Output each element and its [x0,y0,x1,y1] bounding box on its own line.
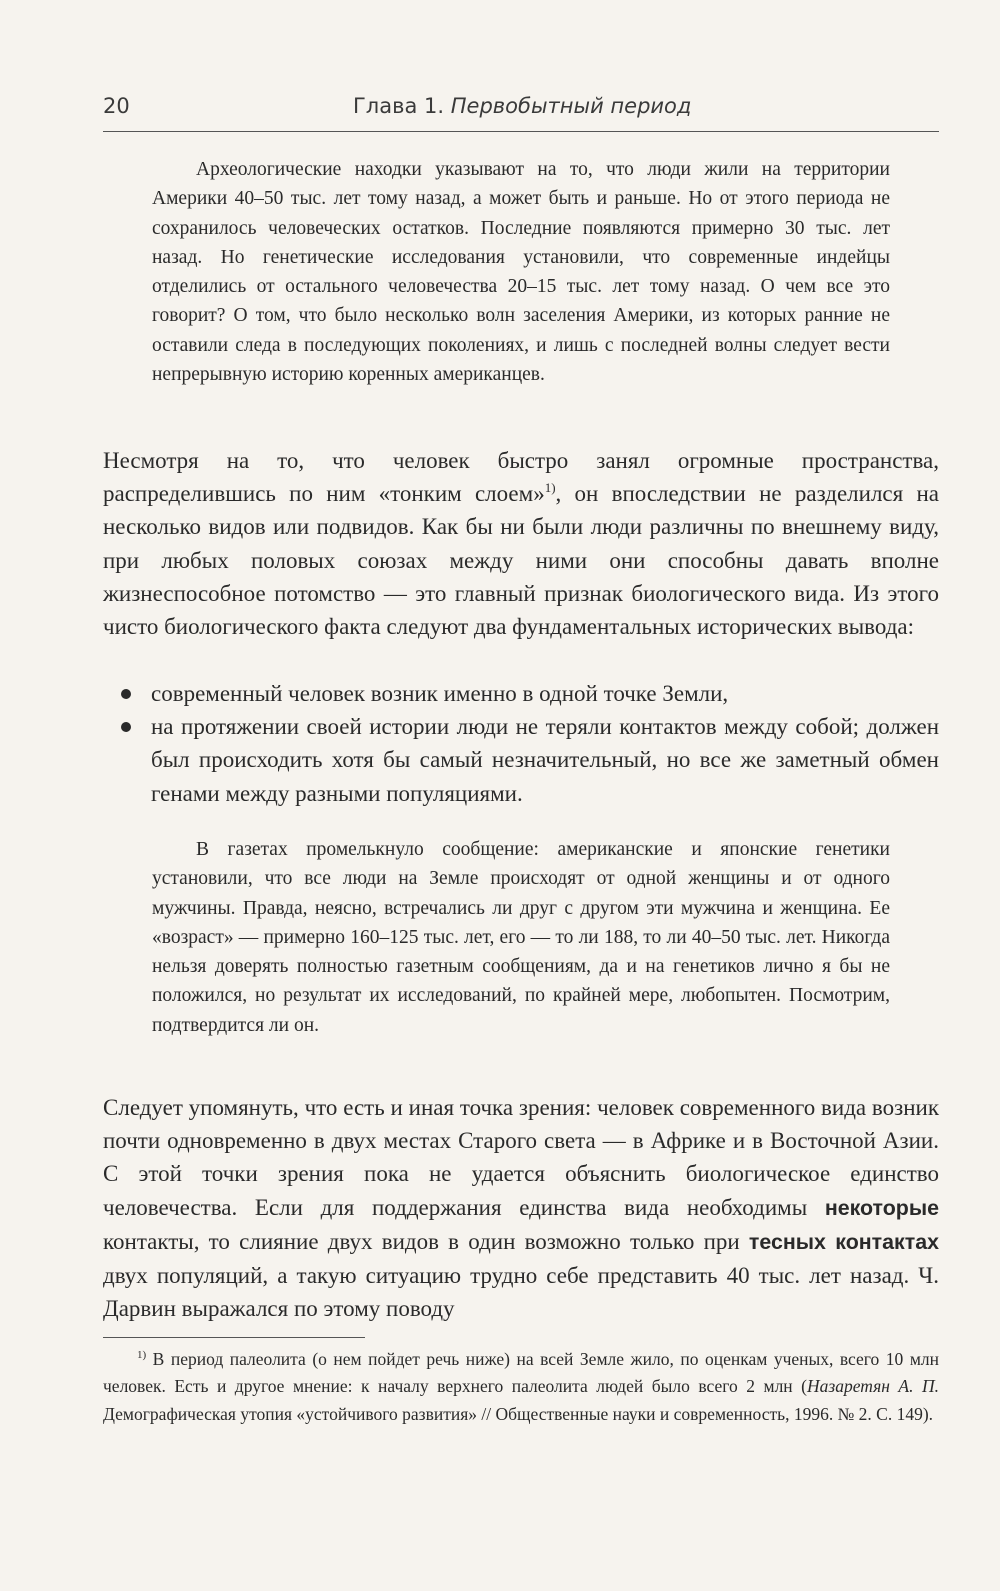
footnote-ref: 1) [544,480,556,496]
bold-term: некоторые [824,1195,939,1220]
aside-block-2 [152,835,890,1040]
para-text: Несмотря на то, что человек быстро занял огромные пространства, распределившись по ним «тонким слоем» [103,448,939,507]
footnote-author: Назаретян А. П. [807,1376,939,1397]
aside-paragraph: Археологические находки указывают на то, что люди жили на территории Америки 40–50 тыс. лет тому назад, а может быть и раньше. Но от этого периода не сохранилось человеческих остатков. Последние появляются примерно 30 тыс. лет назад. Но генетические исследования установили, что современные индейцы отделились от остального человечества 20–15 тыс. лет тому назад. О чем все это говорит? О том, что было несколько волн заселения Америки, из которых ранние не оставили следа в последующих поколениях, и лишь с последней волны следует вести непрерывную историю коренных американцев. [152,159,890,386]
chapter-heading [353,94,691,118]
running-header [103,94,939,130]
aside-block-1 [152,155,890,389]
page-number: 20 [103,94,130,118]
list-item [103,710,939,810]
para-text: двух популяций, а такую ситуацию трудно себе представить 40 тыс. лет назад. Ч. Дарвин выражался по этому поводу [103,1263,939,1322]
header-rule [103,131,939,132]
aside-paragraph: В газетах промелькнуло сообщение: американские и японские генетики установили, что все люди на Земле происходят от одной женщины и от одного мужчины. Правда, неясно, встречались ли друг с другом эти мужчина и женщина. Ее «возраст» — примерно 160–125 тыс. лет, его — то ли 188, то ли 40–50 тыс. лет. Никогда нельзя доверять полностью газетным сообщениям, да и на генетиков лично я бы не положился, но результат их исследований, по крайней мере, любопытен. Посмотрим, подтвердится ли он. [152,839,890,1036]
main-paragraph-2 [103,1091,939,1325]
bullet-dot [121,722,131,732]
bullet-dot [121,689,131,699]
footnote-text [103,1346,939,1428]
footnote-mark: 1) [137,1349,147,1361]
list-item-text: современный человек возник именно в одной точке Земли, [151,681,729,706]
main-paragraph-1 [103,444,939,643]
list-item-text: на протяжении своей истории люди не теряли контактов между собой; должен был происходить хотя бы самый незначительный, но все же заметный обмен генами между разными популяциями. [151,714,939,806]
footnote-text-part: Демографическая утопия «устойчивого развития» // Общественные науки и современность, 1996. № 2. С. 149). [103,1403,934,1424]
chapter-title: Первобытный период [450,94,692,118]
footnote-text-part: В период палеолита (о нем пойдет речь ниже) на всей Земле жило, по оценкам ученых, всего 10 млн человек. Есть и другое мнение: к началу верхнего палеолита людей было всего 2 млн ( [103,1349,939,1397]
bold-term: тесных контактах [748,1229,939,1254]
footnote-rule [103,1337,365,1338]
bullet-list [103,677,939,810]
para-text: контакты, то слияние двух видов в один возможно только при [103,1228,749,1254]
footnote [103,1346,939,1428]
list-item [103,677,939,710]
chapter-label: Глава 1. [353,94,445,118]
para-text: Следует упомянуть, что есть и иная точка зрения: человек современного вида возник почти одновременно в двух местах Старого света — в Африке и в Восточной Азии. С этой точки зрения пока не удается объяснить биологическое единство человечества. Если для поддержания единства вида необходимы [103,1095,939,1220]
para-text: , он впоследствии не разделился на несколько видов или подвидов. Как бы ни были люди различны по внешнему виду, при любых половых союзах между ними они способны давать вполне жизнеспособное потомство — это главный признак биологического вида. Из этого чисто биологического факта следуют два фундаментальных исторических вывода: [103,481,939,640]
